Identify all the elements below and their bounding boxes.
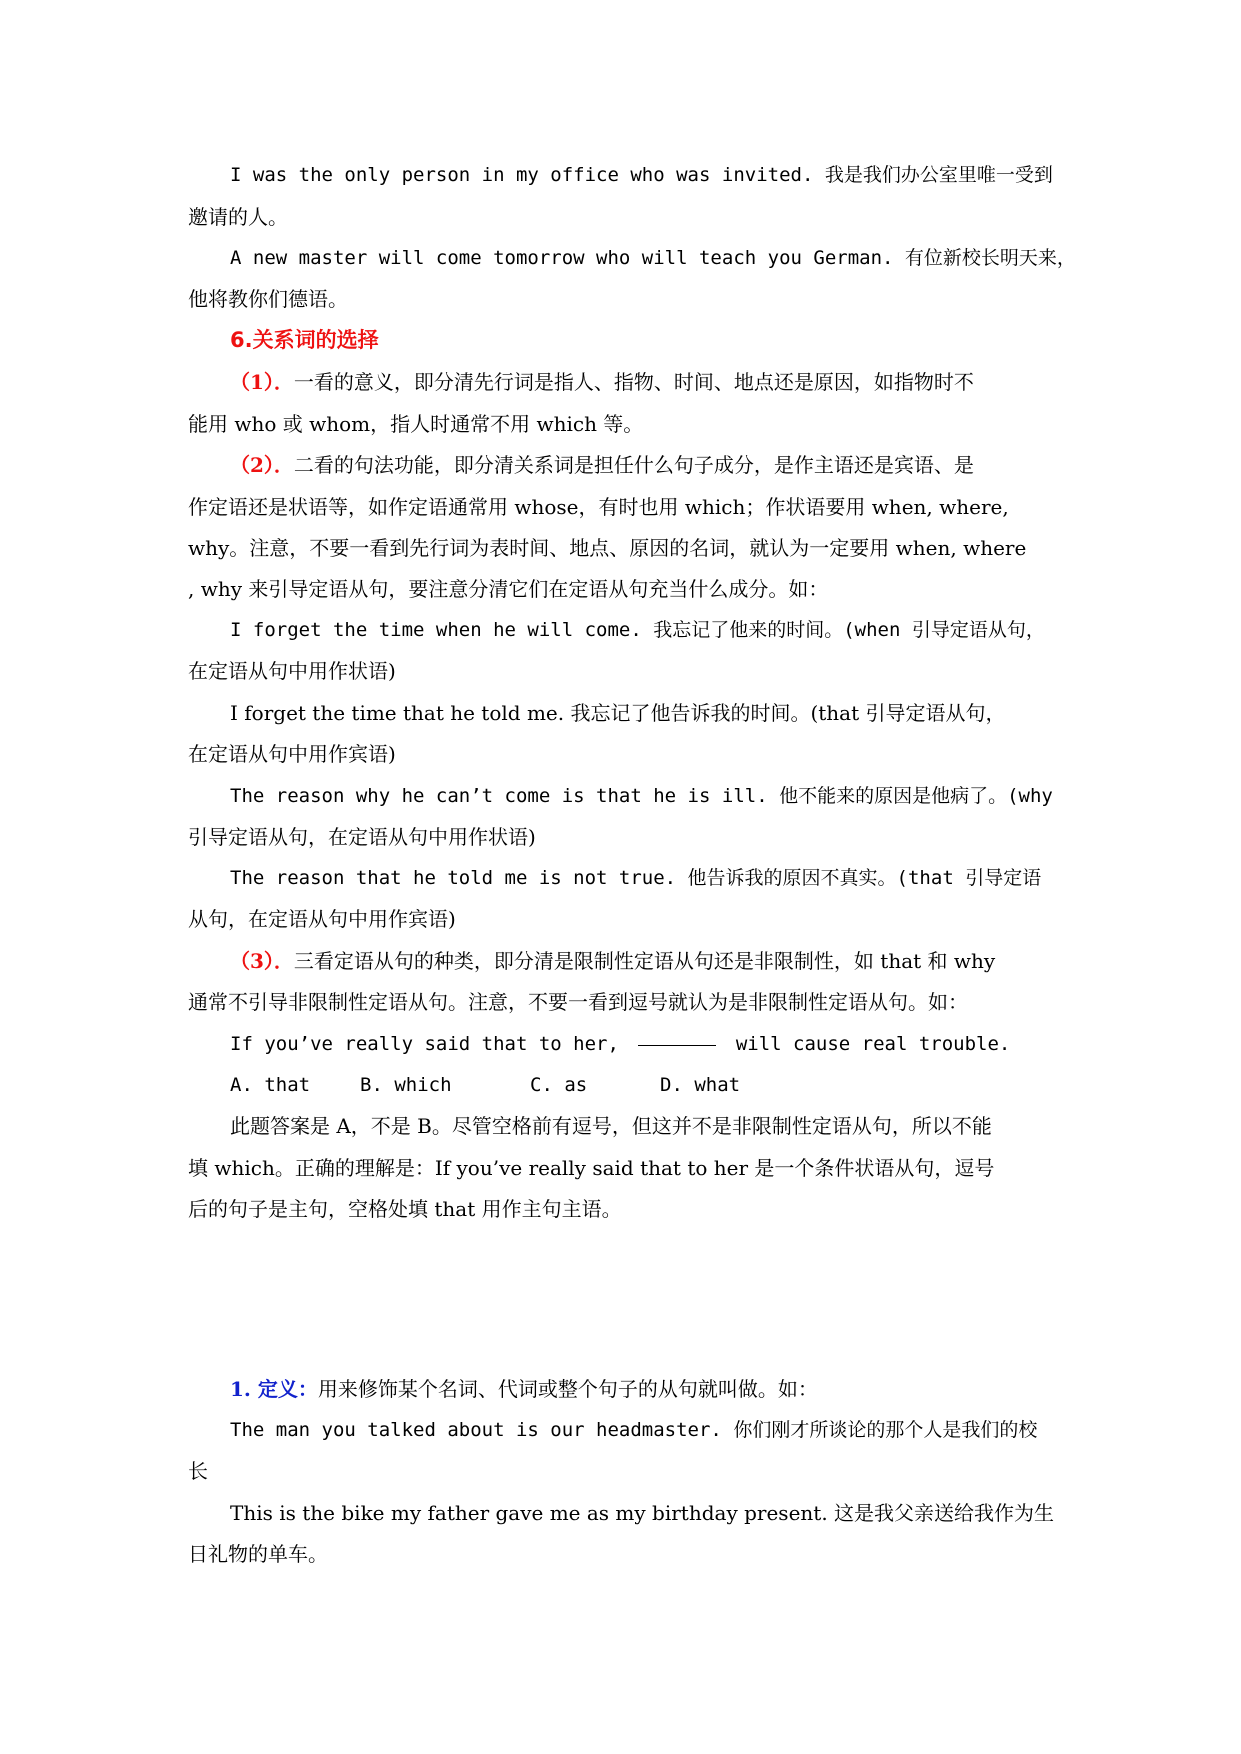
paragraph-line: 日礼物的单车。 (188, 1542, 328, 1566)
paragraph-line: 通常不引导非限制性定语从句。注意，不要一看到逗号就认为是非限制性定语从句。如： (188, 990, 968, 1014)
paragraph-line: 长 (188, 1459, 208, 1483)
option-a: A. that (230, 1074, 311, 1096)
point-marker: （2）． (230, 453, 294, 477)
example-line: I forget the time that he told me. 我忘记了他告诉我的时间。(that 引导定语从句， (230, 701, 1006, 725)
section-1-heading (230, 1375, 818, 1403)
paragraph-line: 他将教你们德语。 (188, 287, 348, 311)
paragraph-line: 从句，在定语从句中用作宾语) (188, 907, 456, 931)
example-line: I forget the time when he will come. 我忘记了他来的时间。(when 引导定语从句， (230, 619, 1045, 641)
example-line: The reason why he can’t come is that he is ill. 他不能来的原因是他病了。(why (230, 785, 1053, 807)
point-text: 一看的意义，即分清先行词是指人、指物、时间、地点还是原因，如指物时不 (293, 370, 974, 394)
option-d: D. what (660, 1074, 741, 1096)
point-marker: （3）． (230, 949, 294, 973)
question-line (230, 1030, 1010, 1058)
paragraph-line: 填 which。正确的理解是：If you’ve really said that to her 是一个条件状语从句，逗号 (188, 1156, 995, 1180)
point-1-line (230, 368, 974, 396)
option-c: C. as (530, 1074, 588, 1096)
example-line: This is the bike my father gave me as my birthday present. 这是我父亲送给我作为生 (230, 1501, 1055, 1525)
paragraph-line: 作定语还是状语等，如作定语通常用 whose，有时也用 which；作状语要用 when, where, (188, 495, 1009, 519)
definition-text: 用来修饰某个名词、代词或整个句子的从句就叫做。如： (317, 1377, 818, 1401)
paragraph-line: A new master will come tomorrow who will teach you German. 有位新校长明天来， (230, 247, 1076, 269)
paragraph-line: 在定语从句中用作状语) (188, 659, 396, 683)
answer-blank (638, 1045, 716, 1046)
paragraph-line: 在定语从句中用作宾语) (188, 742, 396, 766)
question-text: will cause real trouble. (724, 1033, 1011, 1055)
paragraph-line: 此题答案是 A，不是 B。尽管空格前有逗号，但这并不是非限制性定语从句，所以不能 (230, 1114, 992, 1138)
point-2-line (230, 451, 974, 479)
section-heading-6: 6.关系词的选择 (230, 328, 379, 352)
paragraph-line: why。注意，不要一看到先行词为表时间、地点、原因的名词，就认为一定要用 when, where (188, 536, 1027, 560)
paragraph-line: I was the only person in my office who was invited. 我是我们办公室里唯一受到 (230, 164, 1053, 186)
point-marker: （1）． (230, 370, 294, 394)
point-3-line (230, 947, 995, 975)
example-line: The man you talked about is our headmaster. 你们刚才所谈论的那个人是我们的校 (230, 1419, 1038, 1441)
point-text: 二看的句法功能，即分清关系词是担任什么句子成分，是作主语还是宾语、是 (293, 453, 974, 477)
option-b: B. which (360, 1074, 452, 1096)
paragraph-line: , why 来引导定语从句，要注意分清它们在定语从句充当什么成分。如： (188, 577, 829, 601)
definition-label: 1. 定义： (230, 1377, 318, 1401)
question-text: If you’ve really said that to her, (230, 1033, 631, 1055)
paragraph-line: 引导定语从句，在定语从句中用作状语) (188, 825, 536, 849)
paragraph-line: 后的句子是主句，空格处填 that 用作主句主语。 (188, 1197, 622, 1221)
example-line: The reason that he told me is not true. 他告诉我的原因不真实。(that 引导定语 (230, 867, 1042, 889)
paragraph-line: 能用 who 或 whom，指人时通常不用 which 等。 (188, 412, 644, 436)
point-text: 三看定语从句的种类，即分清是限制性定语从句还是非限制性，如 that 和 why (293, 949, 996, 973)
options-line (230, 1071, 740, 1099)
paragraph-line: 邀请的人。 (188, 205, 288, 229)
